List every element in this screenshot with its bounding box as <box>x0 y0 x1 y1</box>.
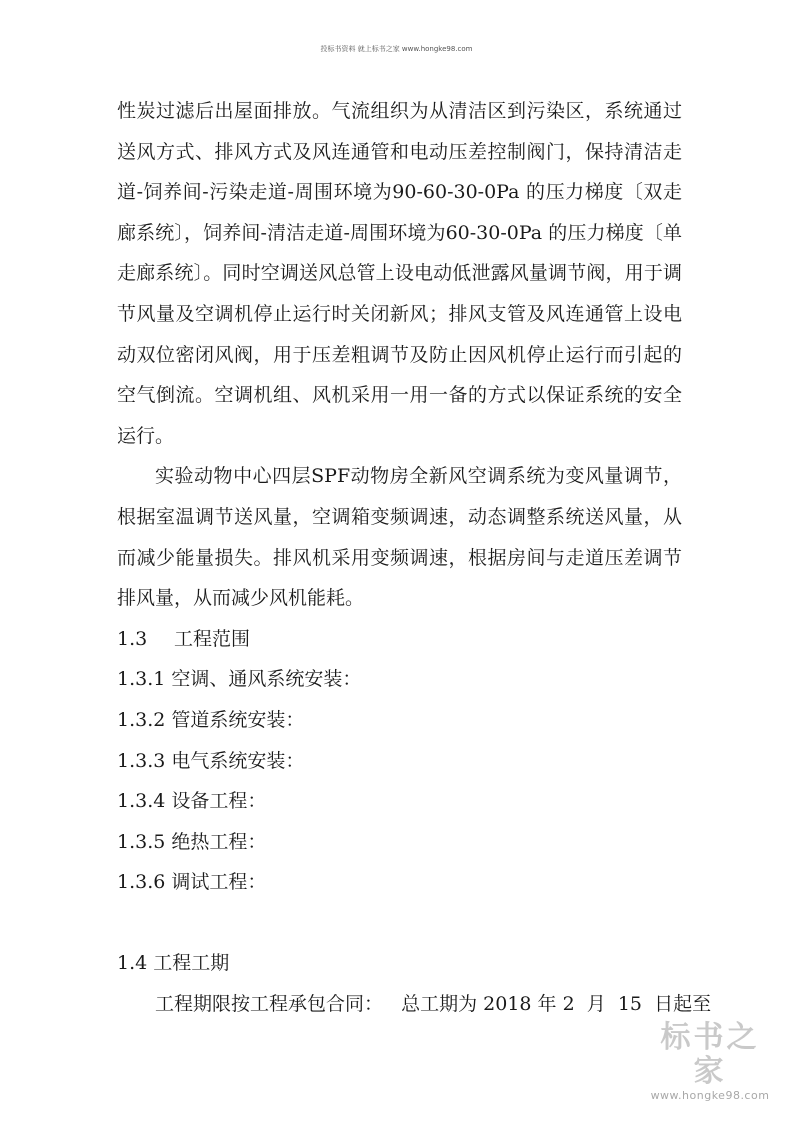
document-body <box>117 91 712 1025</box>
list-item-1-3-2: 1.3.2 管道系统安装： <box>117 708 305 731</box>
list-item-1-3-4: 1.3.4 设备工程： <box>117 790 267 813</box>
list-item-1-3-5: 1.3.5 绝热工程： <box>117 830 267 853</box>
logo-url: www.hongke98.com <box>650 1089 770 1102</box>
section-1-4-heading: 1.4 工程工期 <box>117 952 230 975</box>
paragraph-airflow: 性炭过滤后出屋面排放。气流组织为从清洁区到污染区，系统通过送风方式、排风方式及风连通管和电动压差控制阀门，保持清洁走道-饲养间-污染走道-周围环境为90-60-30-0Pa 的压力梯度〔双走廊系统〕，饲养间-清洁走道-周围环境为60-30-0Pa 的压力梯度〔单走廊系统〕。同时空调送风总管上设电动低泄露风量调节阀，用于调节风量及空调机停止运行时关闭新风；排风支管及风连通管上设电动双位密闭风阀，用于压差粗调节及防止因风机停止运行而引起的空气倒流。空调机组、风机采用一用一备的方式以保证系统的安全运行。 <box>117 100 682 447</box>
paragraph-schedule: 工程期限按工程承包合同： 总工期为 2018 年 2 月 15 日起至 <box>155 993 712 1016</box>
logo-text: 标书之家 <box>660 1020 760 1089</box>
blank-line <box>117 903 682 944</box>
paragraph-vav-system: 实验动物中心四层SPF动物房全新风空调系统为变风量调节，根据室温调节送风量，空调箱变频调速，动态调整系统送风量，从而减少能量损失。排风机采用变频调速，根据房间与走道压差调节排风量，从而减少风机能耗。 <box>117 465 682 610</box>
section-1-3-number: 1.3 <box>117 627 148 650</box>
list-item-1-3-3: 1.3.3 电气系统安装： <box>117 749 305 772</box>
section-1-3-title: 工程范围 <box>174 627 251 650</box>
section-1-3-heading <box>117 619 682 660</box>
list-item-1-3-1: 1.3.1 空调、通风系统安装： <box>117 668 362 691</box>
header-watermark-note: 投标书资料 就上标书之家 www.hongke98.com <box>320 45 473 53</box>
list-item-1-3-6: 1.3.6 调试工程： <box>117 871 267 894</box>
site-logo <box>645 1021 775 1102</box>
